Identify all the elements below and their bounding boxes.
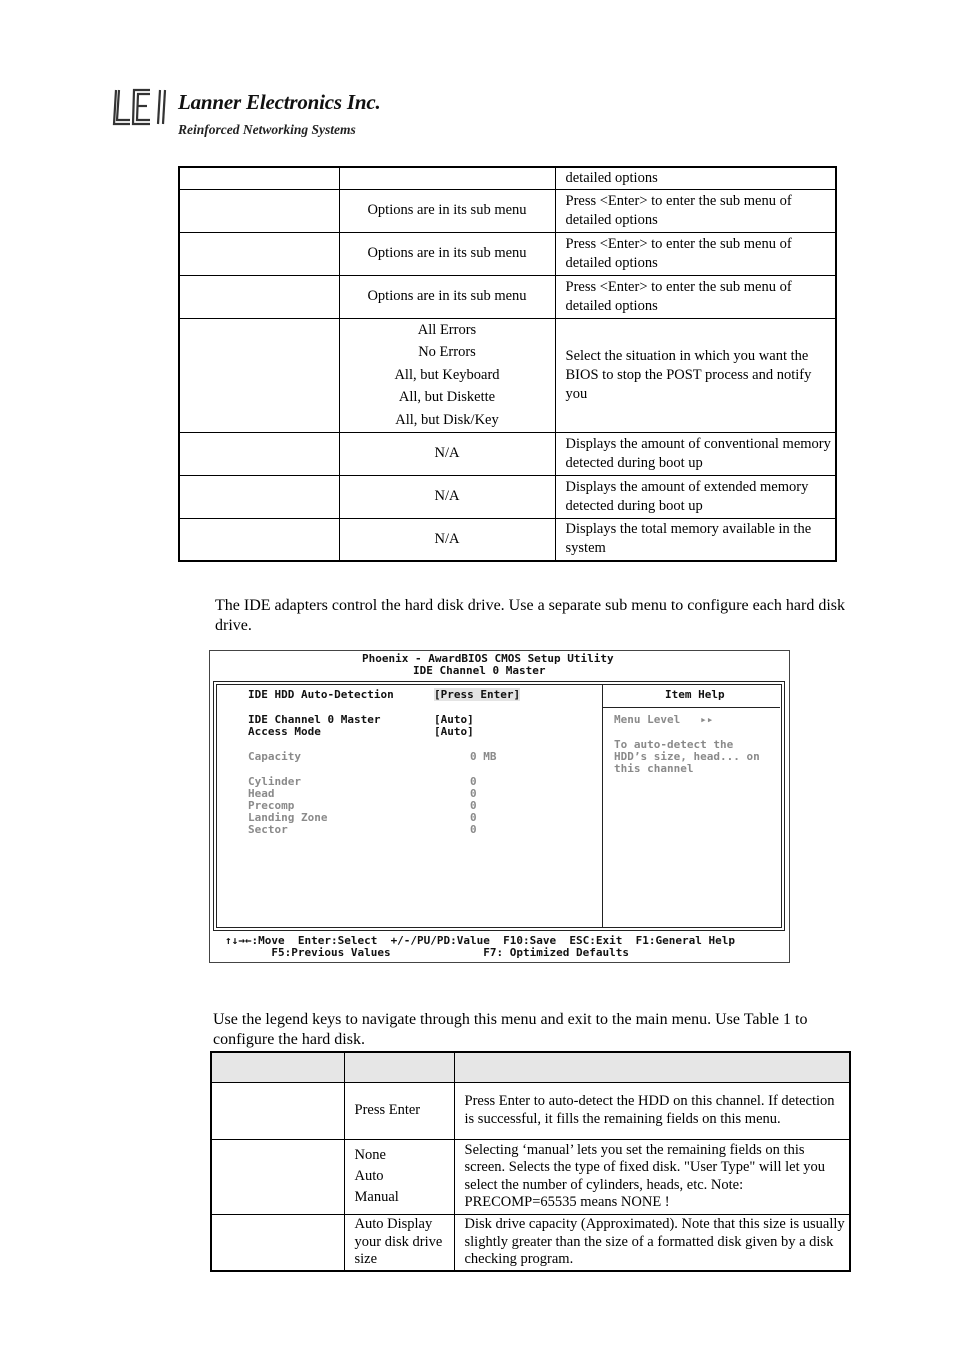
- table-row: [211, 1082, 850, 1139]
- table-row: [179, 189, 836, 232]
- bios-subtitle: IDE Channel 0 Master: [413, 664, 546, 677]
- bios-field-value: 0: [470, 775, 477, 788]
- table-cell: [179, 518, 339, 561]
- option-cell: [344, 1139, 454, 1214]
- hdd-config-table: [210, 1051, 851, 1272]
- description-cell: Select the situation in which you want the BIOS to stop the POST process and notify you: [555, 318, 836, 432]
- header-cell: [454, 1052, 850, 1082]
- press-enter-option[interactable]: [Press Enter]: [434, 688, 521, 701]
- description-cell: Press <Enter> to enter the sub menu of detailed options: [555, 232, 836, 275]
- description-cell: Selecting ‘manual’ lets you set the remaining fields on this screen. Selects the type of fixed disk. "User Type" will let you select the number of cylinders, heads, etc. Note: PRECOMP=65535 means NONE !: [454, 1139, 850, 1214]
- option-cell: N/A: [339, 518, 555, 561]
- table-row: [179, 232, 836, 275]
- bios-help-divider: [602, 707, 780, 708]
- item-help-title: Item Help: [665, 688, 725, 701]
- table-row: [179, 318, 836, 432]
- bios-field-label: Capacity: [248, 750, 301, 763]
- table-cell: [179, 232, 339, 275]
- company-logo: [110, 84, 410, 146]
- description-cell: Displays the amount of extended memory detected during boot up: [555, 475, 836, 518]
- description-cell: Press Enter to auto-detect the HDD on this channel. If detection is successful, it fills the remaining fields on this menu.: [454, 1082, 850, 1139]
- channel-master-option[interactable]: [Auto]: [434, 713, 474, 726]
- table-row: [211, 1214, 850, 1271]
- table-row: [179, 518, 836, 561]
- option-cell: Press Enter: [344, 1082, 454, 1139]
- option-cell: [339, 318, 555, 432]
- bios-screen: [209, 650, 790, 963]
- table-header-row: [211, 1052, 850, 1082]
- bios-field-label: Access Mode: [248, 725, 321, 738]
- description-cell: Press <Enter> to enter the sub menu of detailed options: [555, 275, 836, 318]
- lei-logo-icon: [110, 84, 172, 130]
- company-tagline: Reinforced Networking Systems: [178, 122, 356, 137]
- description-cell: Displays the amount of conventional memory detected during boot up: [555, 432, 836, 475]
- help-text-line: this channel: [614, 762, 694, 775]
- option-cell: N/A: [339, 432, 555, 475]
- table-row: [179, 275, 836, 318]
- bios-field-label: Precomp: [248, 799, 295, 812]
- bios-field-label: Head: [248, 787, 275, 800]
- bios-key-legend: ↑↓→←:Move Enter:Select +/-/PU/PD:Value F10:Save ESC:Exit F1:General Help: [225, 934, 735, 947]
- table-cell: [211, 1139, 344, 1214]
- bios-options-table: [178, 166, 837, 562]
- help-text-line: HDD’s size, head... on: [614, 750, 760, 763]
- description-cell: detailed options: [555, 167, 836, 189]
- header-cell: [211, 1052, 344, 1082]
- bios-field-label: Cylinder: [248, 775, 301, 788]
- option-item: All, but Disk/Key: [395, 411, 499, 428]
- table-cell: [179, 432, 339, 475]
- table-cell: [179, 275, 339, 318]
- option-item: Manual: [354, 1189, 399, 1205]
- bios-field-label: Sector: [248, 823, 288, 836]
- option-item: All, but Diskette: [398, 389, 496, 406]
- table-row: [211, 1139, 850, 1214]
- option-cell: N/A: [339, 475, 555, 518]
- company-name: Lanner Electronics Inc.: [178, 90, 381, 114]
- bios-field-label: IDE Channel 0 Master: [248, 713, 381, 726]
- table-row: [179, 475, 836, 518]
- bios-divider: [602, 684, 603, 927]
- option-item: All, but Keyboard: [394, 366, 500, 383]
- option-cell: Options are in its sub menu: [339, 275, 555, 318]
- menu-level: Menu Level ▸▸: [614, 713, 714, 726]
- option-item: All Errors: [417, 321, 477, 338]
- table-cell: [179, 318, 339, 432]
- help-text-line: To auto-detect the: [614, 738, 734, 751]
- table-row: [179, 432, 836, 475]
- description-cell: Displays the total memory available in the system: [555, 518, 836, 561]
- bios-field-value: 0: [470, 799, 477, 812]
- option-item: Auto: [354, 1168, 384, 1184]
- description-cell: Disk drive capacity (Approximated). Note that this size is usually slightly greater than the size of a formatted disk given by a disk checking program.: [454, 1214, 850, 1271]
- table-cell: [179, 189, 339, 232]
- option-cell: Options are in its sub menu: [339, 232, 555, 275]
- bios-field-value: 0 MB: [470, 750, 497, 763]
- header-cell: [344, 1052, 454, 1082]
- bios-key-legend-2: F5:Previous Values F7: Optimized Defaults: [225, 946, 629, 959]
- bios-field-value: 0: [470, 811, 477, 824]
- option-cell: Options are in its sub menu: [339, 189, 555, 232]
- option-cell: Auto Display your disk drive size: [344, 1214, 454, 1271]
- table-cell: [211, 1214, 344, 1271]
- table-cell: [179, 475, 339, 518]
- bios-title: Phoenix - AwardBIOS CMOS Setup Utility: [362, 652, 614, 665]
- access-mode-option[interactable]: [Auto]: [434, 725, 474, 738]
- bios-field-value: 0: [470, 823, 477, 836]
- table-row: [179, 167, 836, 189]
- description-cell: Press <Enter> to enter the sub menu of detailed options: [555, 189, 836, 232]
- option-item: None: [354, 1147, 386, 1163]
- table-cell: [179, 167, 339, 189]
- option-cell: [339, 167, 555, 189]
- legend-paragraph: Use the legend keys to navigate through this menu and exit to the main menu. Use Table 1 to configure the hard disk.: [213, 1011, 808, 1048]
- option-item: No Errors: [418, 344, 476, 361]
- bios-field-label: IDE HDD Auto-Detection: [248, 688, 394, 701]
- table-cell: [211, 1082, 344, 1139]
- ide-intro-paragraph: The IDE adapters control the hard disk drive. Use a separate sub menu to configure each hard disk drive.: [215, 597, 845, 634]
- bios-field-value: 0: [470, 787, 477, 800]
- bios-field-label: Landing Zone: [248, 811, 328, 824]
